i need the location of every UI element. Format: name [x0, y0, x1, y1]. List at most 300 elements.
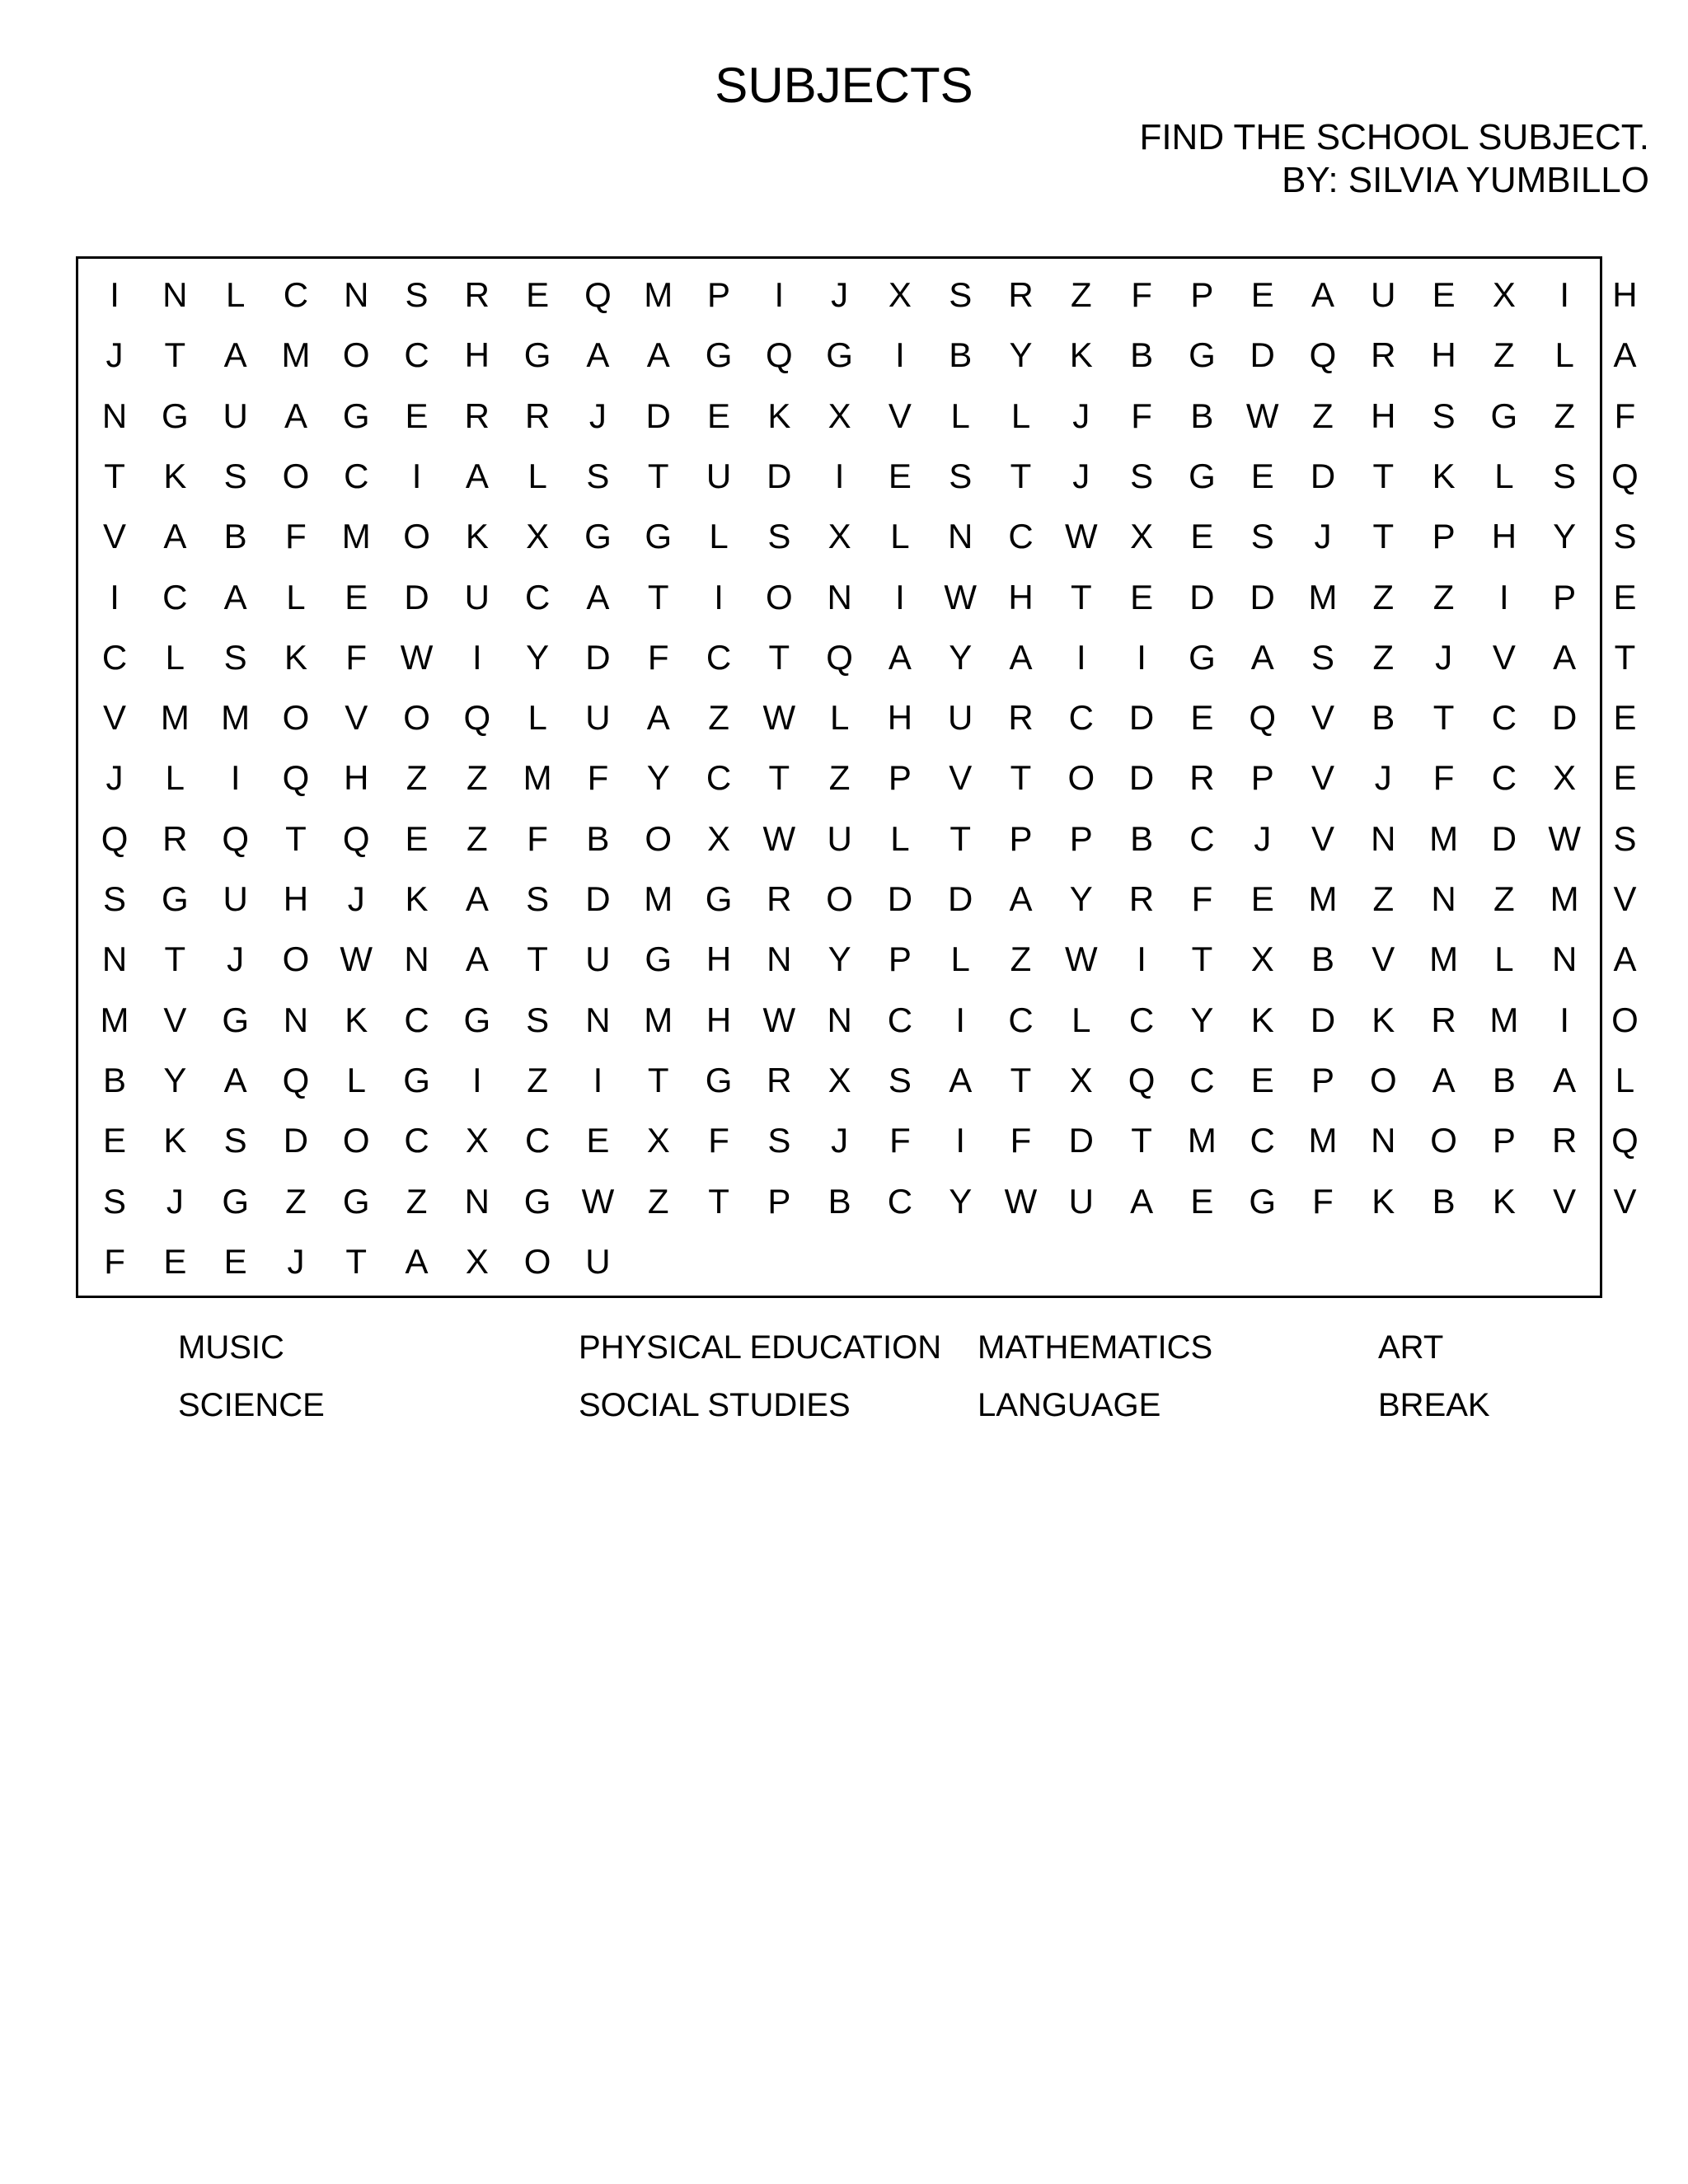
- grid-letter: K: [1250, 1000, 1274, 1039]
- grid-letter: S: [103, 1181, 127, 1221]
- grid-letter: G: [1249, 1181, 1277, 1221]
- grid-letter: X: [465, 1121, 489, 1160]
- grid-letter: Z: [467, 818, 488, 858]
- grid-letter: L: [950, 396, 970, 435]
- grid-letter: V: [163, 1000, 187, 1039]
- grid-letter: J: [1314, 517, 1332, 556]
- grid-letter: B: [223, 517, 247, 556]
- grid-letter: Z: [1372, 637, 1395, 677]
- grid-letter: P: [1432, 517, 1456, 556]
- grid-letter: T: [768, 637, 790, 677]
- grid-letter: T: [1432, 698, 1455, 738]
- grid-letter: O: [282, 698, 310, 738]
- grid-letter: M: [644, 879, 673, 919]
- grid-letter: J: [287, 1241, 305, 1281]
- grid-letter: N: [1371, 818, 1396, 858]
- grid-letter: I: [110, 577, 120, 616]
- word-list-item: SCIENCE: [178, 1387, 325, 1423]
- grid-letter: Q: [1611, 456, 1639, 495]
- grid-letter: L: [890, 517, 910, 556]
- grid-letter: W: [762, 698, 796, 738]
- grid-letter: N: [585, 1000, 611, 1039]
- grid-letter: Z: [1432, 577, 1455, 616]
- grid-letter: C: [706, 637, 732, 677]
- grid-letter: I: [411, 456, 422, 495]
- grid-letter: B: [828, 1181, 851, 1221]
- grid-letter: N: [1371, 1121, 1396, 1160]
- grid-letter: G: [463, 1000, 491, 1039]
- grid-letter: Z: [1010, 940, 1032, 979]
- grid-letter: I: [472, 1060, 482, 1099]
- grid-letter: E: [103, 1121, 127, 1160]
- word-list: [0, 1327, 1688, 1459]
- grid-letter: H: [1612, 275, 1638, 315]
- grid-letter: U: [585, 940, 611, 979]
- grid-letter: U: [464, 577, 490, 616]
- grid-letter: D: [283, 1121, 309, 1160]
- grid-letter: W: [340, 940, 373, 979]
- grid-letter: Q: [463, 698, 491, 738]
- word-list-item: PHYSICAL EDUCATION: [579, 1329, 942, 1366]
- grid-letter: C: [283, 275, 309, 315]
- grid-letter: A: [1009, 879, 1033, 919]
- grid-letter: E: [526, 275, 550, 315]
- grid-letter: F: [1131, 396, 1152, 435]
- grid-letter: Z: [647, 1181, 669, 1221]
- grid-letter: G: [1490, 396, 1518, 435]
- grid-letter: T: [1614, 637, 1636, 677]
- grid-letter: C: [887, 1000, 913, 1039]
- grid-letter: D: [1128, 758, 1155, 798]
- grid-letter: M: [1489, 1000, 1519, 1039]
- grid-letter: E: [1250, 1060, 1274, 1099]
- grid-letter: Z: [1312, 396, 1334, 435]
- grid-letter: S: [1613, 818, 1637, 858]
- grid-letter: G: [705, 879, 733, 919]
- grid-letter: T: [708, 1181, 729, 1221]
- grid-letter: Z: [406, 1181, 428, 1221]
- grid-letter: P: [1553, 577, 1577, 616]
- grid-letter: A: [465, 879, 489, 919]
- grid-letter: R: [1371, 335, 1396, 375]
- grid-letter: J: [1072, 396, 1090, 435]
- grid-letter: M: [100, 1000, 129, 1039]
- grid-letter: N: [827, 577, 852, 616]
- grid-letter: T: [950, 818, 972, 858]
- grid-letter: L: [1494, 940, 1514, 979]
- grid-letter: C: [404, 335, 429, 375]
- grid-letter: A: [223, 1060, 247, 1099]
- grid-letter: E: [586, 1121, 610, 1160]
- grid-letter: M: [644, 1000, 673, 1039]
- grid-letter: O: [403, 698, 430, 738]
- grid-letter: C: [1491, 698, 1517, 738]
- grid-letter: W: [1064, 940, 1098, 979]
- word-list-item: MUSIC: [178, 1329, 284, 1366]
- grid-letter: T: [1010, 1060, 1032, 1099]
- grid-letter: G: [523, 335, 551, 375]
- grid-letter: T: [1010, 758, 1032, 798]
- grid-letter: S: [1553, 456, 1577, 495]
- grid-letter: A: [223, 335, 247, 375]
- grid-letter: J: [227, 940, 245, 979]
- grid-letter: J: [347, 879, 365, 919]
- grid-letter: L: [1071, 1000, 1091, 1039]
- grid-letter: Q: [282, 1060, 310, 1099]
- grid-letter: G: [222, 1000, 249, 1039]
- grid-letter: R: [464, 275, 490, 315]
- grid-letter: A: [1432, 1060, 1456, 1099]
- grid-letter: D: [404, 577, 429, 616]
- grid-letter: R: [1431, 1000, 1456, 1039]
- grid-letter: E: [1432, 275, 1456, 315]
- grid-letter: T: [164, 335, 186, 375]
- grid-letter: U: [827, 818, 852, 858]
- grid-letter: V: [1492, 637, 1516, 677]
- grid-letter: C: [887, 1181, 913, 1221]
- grid-letter: G: [645, 517, 673, 556]
- grid-letter: M: [341, 517, 371, 556]
- grid-letter: I: [774, 275, 785, 315]
- grid-letter: F: [285, 517, 307, 556]
- grid-letter: B: [1492, 1060, 1516, 1099]
- grid-letter: Z: [1372, 879, 1395, 919]
- grid-letter: A: [646, 335, 670, 375]
- grid-letter: Q: [282, 758, 310, 798]
- grid-letter: F: [708, 1121, 729, 1160]
- grid-letter: T: [647, 456, 669, 495]
- grid-letter: S: [949, 456, 973, 495]
- grid-letter: X: [1130, 517, 1154, 556]
- grid-letter: N: [767, 940, 792, 979]
- grid-letter: A: [1130, 1181, 1154, 1221]
- grid-letter: E: [405, 396, 429, 435]
- grid-letter: E: [1190, 1181, 1214, 1221]
- grid-letter: I: [472, 637, 482, 677]
- grid-letter: S: [767, 517, 791, 556]
- grid-letter: O: [1067, 758, 1095, 798]
- grid-letter: G: [222, 1181, 249, 1221]
- grid-letter: V: [1311, 818, 1334, 858]
- grid-letter: B: [1432, 1181, 1456, 1221]
- grid-letter: Y: [828, 940, 851, 979]
- grid-letter: Y: [646, 758, 670, 798]
- grid-letter: H: [464, 335, 490, 375]
- grid-letter: M: [221, 698, 251, 738]
- grid-letter: D: [1250, 577, 1275, 616]
- grid-letter: S: [103, 879, 127, 919]
- grid-letter: Z: [1493, 879, 1515, 919]
- grid-letter: D: [767, 456, 792, 495]
- grid-letter: V: [1613, 879, 1637, 919]
- grid-letter: I: [1137, 637, 1146, 677]
- grid-letter: W: [581, 1181, 615, 1221]
- grid-letter: S: [586, 456, 610, 495]
- grid-letter: M: [1308, 577, 1338, 616]
- grid-letter: F: [345, 637, 368, 677]
- grid-letter: T: [647, 577, 669, 616]
- grid-letter: L: [165, 637, 185, 677]
- grid-letter: Z: [828, 758, 851, 798]
- grid-letter: D: [1250, 335, 1275, 375]
- grid-letter: E: [1250, 275, 1274, 315]
- grid-letter: G: [342, 396, 370, 435]
- grid-letter: Z: [467, 758, 488, 798]
- grid-letter: E: [888, 456, 912, 495]
- grid-letter: W: [944, 577, 978, 616]
- grid-letter: M: [1187, 1121, 1217, 1160]
- grid-letter: H: [344, 758, 369, 798]
- grid-letter: M: [523, 758, 552, 798]
- word-search-grid: [76, 256, 1639, 1298]
- grid-letter: M: [644, 275, 673, 315]
- word-list-item: ART: [1378, 1329, 1444, 1366]
- grid-letter: D: [1491, 818, 1517, 858]
- grid-letter: L: [165, 758, 185, 798]
- grid-letter: P: [1311, 1060, 1334, 1099]
- grid-letter: C: [344, 456, 369, 495]
- grid-letter: F: [104, 1241, 125, 1281]
- grid-letter: S: [1130, 456, 1154, 495]
- grid-letter: I: [1137, 940, 1146, 979]
- grid-letter: B: [1372, 698, 1395, 738]
- grid-letter: B: [1130, 335, 1154, 375]
- grid-letter: P: [1250, 758, 1274, 798]
- grid-letter: S: [405, 275, 429, 315]
- grid-letter: X: [828, 1060, 851, 1099]
- grid-letter: N: [464, 1181, 490, 1221]
- grid-letter: M: [1308, 879, 1338, 919]
- grid-letter: S: [223, 456, 247, 495]
- grid-letter: S: [526, 879, 550, 919]
- grid-letter: F: [1432, 758, 1455, 798]
- grid-letter: W: [762, 818, 796, 858]
- grid-letter: P: [1190, 275, 1214, 315]
- grid-letter: E: [707, 396, 731, 435]
- grid-letter: V: [888, 396, 912, 435]
- grid-letter: M: [160, 698, 190, 738]
- grid-letter: G: [1189, 637, 1216, 677]
- grid-letter: D: [1189, 577, 1215, 616]
- grid-letter: A: [284, 396, 307, 435]
- grid-letter: L: [1494, 456, 1514, 495]
- grid-letter: C: [1008, 517, 1034, 556]
- grid-letter: U: [706, 456, 732, 495]
- grid-letter: F: [587, 758, 609, 798]
- grid-letter: O: [1430, 1121, 1457, 1160]
- grid-letter: C: [706, 758, 732, 798]
- grid-letter: J: [831, 275, 849, 315]
- grid-letter: V: [1311, 758, 1334, 798]
- grid-letter: A: [1553, 1060, 1577, 1099]
- grid-letter: V: [345, 698, 368, 738]
- grid-letter: Q: [1128, 1060, 1156, 1099]
- grid-letter: W: [1548, 818, 1581, 858]
- grid-letter: P: [1009, 818, 1033, 858]
- grid-letter: S: [1311, 637, 1334, 677]
- grid-letter: J: [166, 1181, 184, 1221]
- grid-letter: E: [1613, 698, 1637, 738]
- grid-letter: C: [524, 577, 551, 616]
- grid-letter: E: [1613, 758, 1637, 798]
- word-list-item: SOCIAL STUDIES: [579, 1387, 851, 1423]
- grid-letter: S: [223, 637, 247, 677]
- grid-letter: I: [593, 1060, 603, 1099]
- grid-letter: R: [162, 818, 188, 858]
- grid-letter: S: [767, 1121, 791, 1160]
- grid-letter: Z: [285, 1181, 307, 1221]
- grid-letter: H: [1008, 577, 1034, 616]
- grid-letter: G: [403, 1060, 430, 1099]
- grid-letter: B: [1311, 940, 1334, 979]
- grid-letter: R: [1189, 758, 1215, 798]
- grid-letter: R: [767, 879, 792, 919]
- grid-letter: K: [1069, 335, 1093, 375]
- letter-grid: [100, 275, 1686, 1322]
- grid-letter: L: [286, 577, 306, 616]
- grid-letter: D: [948, 879, 973, 919]
- grid-letter: B: [586, 818, 610, 858]
- grid-letter: U: [585, 1241, 611, 1281]
- grid-letter: A: [1613, 335, 1637, 375]
- grid-letter: F: [527, 818, 548, 858]
- grid-letter: Z: [1372, 577, 1395, 616]
- grid-letter: K: [405, 879, 429, 919]
- grid-letter: H: [887, 698, 913, 738]
- grid-letter: U: [1068, 1181, 1094, 1221]
- grid-letter: E: [163, 1241, 187, 1281]
- grid-letter: E: [1613, 577, 1637, 616]
- page-title: SUBJECTS: [715, 58, 973, 113]
- grid-letter: Y: [1190, 1000, 1214, 1039]
- grid-letter: V: [949, 758, 973, 798]
- grid-letter: N: [1431, 879, 1456, 919]
- grid-letter: B: [1190, 396, 1214, 435]
- grid-letter: N: [827, 1000, 852, 1039]
- grid-letter: I: [230, 758, 241, 798]
- grid-letter: P: [888, 758, 912, 798]
- grid-letter: X: [1250, 940, 1274, 979]
- grid-letter: T: [345, 1241, 368, 1281]
- grid-letter: K: [1372, 1181, 1395, 1221]
- grid-letter: T: [1372, 456, 1395, 495]
- grid-letter: Z: [527, 1060, 548, 1099]
- grid-letter: T: [1010, 456, 1032, 495]
- grid-letter: T: [647, 1060, 669, 1099]
- grid-letter: M: [1429, 940, 1459, 979]
- grid-letter: T: [1191, 940, 1213, 979]
- grid-letter: T: [768, 758, 790, 798]
- grid-letter: G: [162, 396, 189, 435]
- grid-letter: G: [342, 1181, 370, 1221]
- grid-letter: I: [714, 577, 724, 616]
- grid-letter: P: [1069, 818, 1093, 858]
- grid-letter: H: [1431, 335, 1456, 375]
- grid-letter: N: [101, 940, 128, 979]
- grid-letter: L: [950, 940, 970, 979]
- grid-letter: Z: [1554, 396, 1575, 435]
- grid-letter: Q: [584, 275, 612, 315]
- grid-letter: C: [1250, 1121, 1275, 1160]
- grid-letter: L: [709, 517, 729, 556]
- grid-letter: D: [1128, 698, 1155, 738]
- grid-letter: S: [888, 1060, 912, 1099]
- grid-letter: U: [1371, 275, 1396, 315]
- grid-letter: X: [646, 1121, 670, 1160]
- grid-letter: E: [1130, 577, 1154, 616]
- grid-letter: D: [585, 637, 611, 677]
- grid-letter: N: [344, 275, 369, 315]
- grid-letter: V: [1553, 1181, 1577, 1221]
- grid-letter: J: [1374, 758, 1392, 798]
- grid-letter: V: [1311, 698, 1334, 738]
- grid-letter: E: [345, 577, 368, 616]
- grid-letter: N: [948, 517, 973, 556]
- grid-letter: A: [1250, 637, 1274, 677]
- grid-letter: D: [1310, 1000, 1336, 1039]
- grid-letter: Z: [708, 698, 729, 738]
- grid-letter: F: [1010, 1121, 1032, 1160]
- grid-letter: K: [1432, 456, 1456, 495]
- grid-letter: H: [1491, 517, 1517, 556]
- grid-letter: C: [101, 637, 128, 677]
- grid-letter: F: [1614, 396, 1636, 435]
- grid-letter: Q: [1611, 1121, 1639, 1160]
- grid-letter: U: [223, 396, 248, 435]
- grid-letter: W: [762, 1000, 796, 1039]
- grid-letter: T: [104, 456, 125, 495]
- grid-letter: A: [586, 577, 610, 616]
- grid-letter: O: [1611, 1000, 1639, 1039]
- grid-letter: R: [1008, 275, 1034, 315]
- grid-letter: S: [1613, 517, 1637, 556]
- grid-letter: E: [223, 1241, 247, 1281]
- grid-letter: O: [282, 456, 310, 495]
- grid-letter: S: [526, 1000, 550, 1039]
- grid-letter: L: [528, 698, 547, 738]
- grid-letter: Q: [765, 335, 793, 375]
- grid-letter: L: [528, 456, 547, 495]
- grid-letter: H: [706, 1000, 732, 1039]
- grid-letter: F: [1312, 1181, 1334, 1221]
- grid-letter: I: [895, 335, 905, 375]
- grid-letter: F: [647, 637, 669, 677]
- grid-letter: Y: [163, 1060, 187, 1099]
- grid-letter: G: [705, 1060, 733, 1099]
- grid-letter: U: [585, 698, 611, 738]
- grid-letter: U: [948, 698, 973, 738]
- grid-letter: D: [1068, 1121, 1094, 1160]
- grid-letter: L: [890, 818, 910, 858]
- grid-letter: R: [1128, 879, 1155, 919]
- grid-letter: A: [405, 1241, 429, 1281]
- grid-letter: W: [1245, 396, 1279, 435]
- grid-letter: S: [949, 275, 973, 315]
- grid-letter: J: [1254, 818, 1272, 858]
- grid-letter: C: [524, 1121, 551, 1160]
- grid-letter: D: [585, 879, 611, 919]
- grid-letter: P: [1492, 1121, 1516, 1160]
- grid-letter: G: [162, 879, 189, 919]
- grid-letter: I: [1559, 275, 1570, 315]
- grid-letter: N: [101, 396, 128, 435]
- grid-letter: J: [588, 396, 607, 435]
- grid-letter: L: [1010, 396, 1031, 435]
- grid-letter: A: [465, 940, 489, 979]
- grid-letter: Q: [1309, 335, 1337, 375]
- grid-letter: C: [1068, 698, 1094, 738]
- grid-letter: I: [955, 1121, 966, 1160]
